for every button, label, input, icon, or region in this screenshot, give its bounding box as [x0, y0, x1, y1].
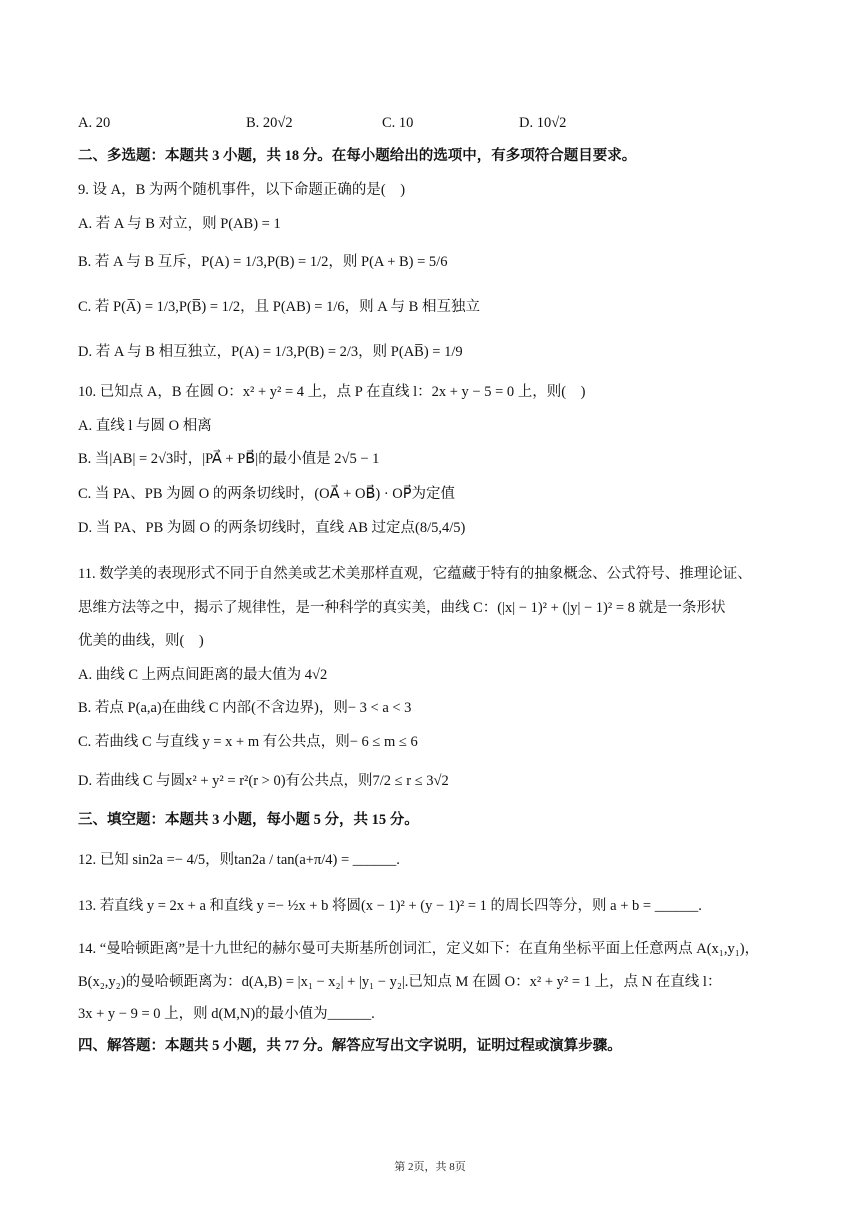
q10-option-a: A. 直线 l 与圆 O 相离 [78, 418, 212, 434]
q14-line3: 3x + y − 9 = 0 上，则 d(M,N)的最小值为______. [78, 1006, 375, 1022]
q9-option-c: C. 若 P(A̅) = 1/3,P(B̅) = 1/2，且 P(AB) = 1/6，则 A 与 B 相互独立 [78, 299, 480, 315]
q8-option-c: C. 10 [382, 115, 414, 131]
section-heading-multiple-choice: 二、多选题：本题共 3 小题，共 18 分。在每小题给出的选项中，有多项符合题目要求。 [78, 148, 637, 164]
q10-option-c: C. 当 PA、PB 为圆 O 的两条切线时，(OA⃗ + OB⃗) · OP⃗为定值 [78, 486, 456, 502]
q8-option-b: B. 20√2 [246, 115, 293, 131]
q9-option-a: A. 若 A 与 B 对立，则 P(AB) = 1 [78, 216, 281, 232]
q11-option-b: B. 若点 P(a,a)在曲线 C 内部(不含边界)，则− 3 < a < 3 [78, 700, 412, 716]
q14-line1: 14. “曼哈顿距离”是十九世纪的赫尔曼可夫斯基所创词汇，定义如下：在直角坐标平面上任意两点 A(x₁,y₁)， [78, 941, 760, 957]
q8-option-d: D. 10√2 [519, 115, 567, 131]
q11-stem-line3: 优美的曲线，则( ) [78, 633, 204, 649]
q11-stem-line2: 思维方法等之中，揭示了规律性，是一种科学的真实美，曲线 C：(|x| − 1)² + (|y| − 1)² = 8 就是一条形状 [78, 600, 726, 616]
q11-option-a: A. 曲线 C 上两点间距离的最大值为 4√2 [78, 667, 328, 683]
page-number-footer: 第 2页，共 8页 [394, 1161, 466, 1173]
section-heading-solutions: 四、解答题：本题共 5 小题，共 77 分。解答应写出文字说明，证明过程或演算步骤。 [78, 1038, 622, 1054]
q14-line2: B(x₂,y₂)的曼哈顿距离为：d(A,B) = |x₁ − x₂| + |y₁ − y₂|.已知点 M 在圆 O：x² + y² = 1 上，点 N 在直线 l： [78, 974, 722, 990]
q12-text: 12. 已知 sin2a =− 4/5，则tan2a / tan(a+π/4) = ______. [78, 852, 400, 868]
q10-stem: 10. 已知点 A，B 在圆 O：x² + y² = 4 上，点 P 在直线 l：2x + y − 5 = 0 上，则( ) [78, 384, 586, 400]
q11-stem-line1: 11. 数学美的表现形式不同于自然美或艺术美那样直观，它蕴藏于特有的抽象概念、公式符号、推理论证、 [78, 566, 752, 582]
q9-option-d: D. 若 A 与 B 相互独立，P(A) = 1/3,P(B) = 2/3，则 P(AB̅) = 1/9 [78, 344, 463, 360]
q11-option-c: C. 若曲线 C 与直线 y = x + m 有公共点，则− 6 ≤ m ≤ 6 [78, 734, 418, 750]
q11-option-d: D. 若曲线 C 与圆x² + y² = r²(r > 0)有公共点，则7/2 ≤ r ≤ 3√2 [78, 773, 449, 789]
q10-option-b: B. 当|AB| = 2√3时，|PA⃗ + PB⃗|的最小值是 2√5 − 1 [78, 451, 380, 467]
q8-option-a: A. 20 [78, 115, 111, 131]
q10-option-d: D. 当 PA、PB 为圆 O 的两条切线时，直线 AB 过定点(8/5,4/5) [78, 520, 466, 536]
q9-option-b: B. 若 A 与 B 互斥，P(A) = 1/3,P(B) = 1/2，则 P(A + B) = 5/6 [78, 254, 448, 270]
q9-stem: 9. 设 A，B 为两个随机事件，以下命题正确的是( ) [78, 182, 406, 198]
q13-text: 13. 若直线 y = 2x + a 和直线 y =− ½x + b 将圆(x − 1)² + (y − 1)² = 1 的周长四等分，则 a + b = ______. [78, 898, 702, 914]
section-heading-fill-in: 三、填空题：本题共 3 小题，每小题 5 分，共 15 分。 [78, 812, 419, 828]
